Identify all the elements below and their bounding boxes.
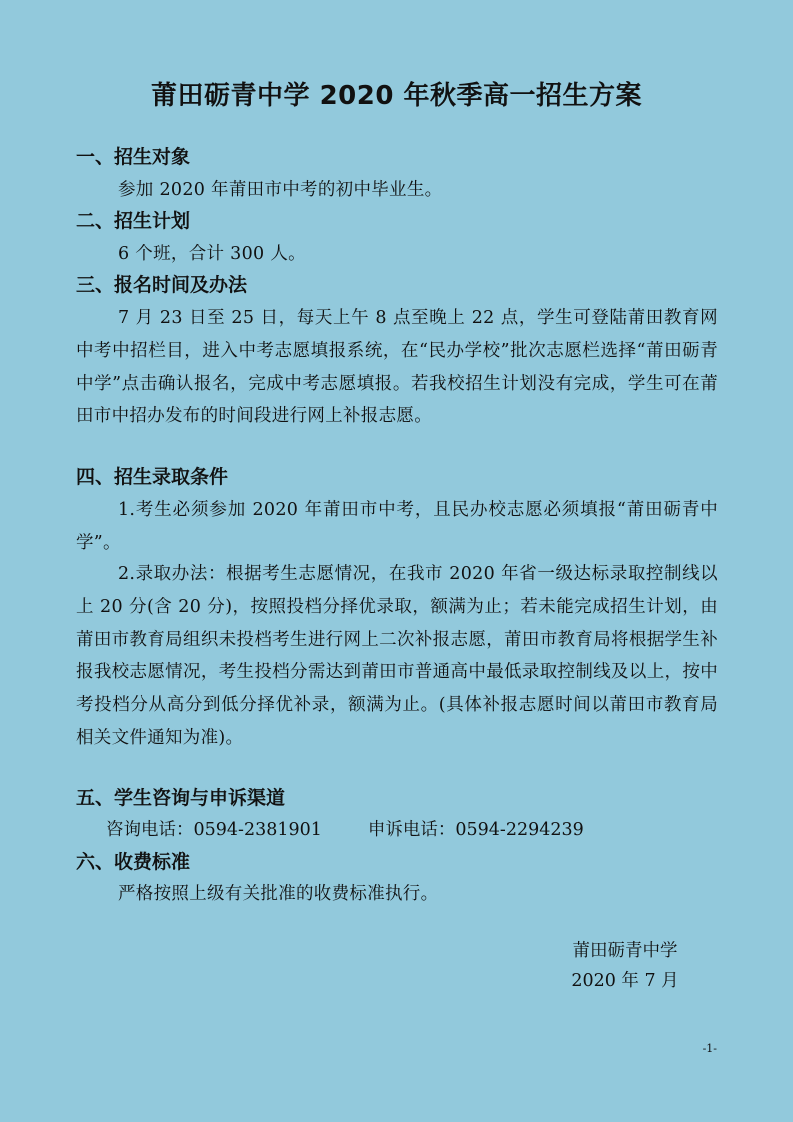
section-heading-target: 一、招生对象 bbox=[76, 146, 191, 168]
appeal-phone: 申诉电话：0594-2294239 bbox=[367, 820, 584, 840]
section-paragraph-plan: 6 个班，合计 300 人。 bbox=[118, 244, 306, 264]
section-paragraph-admission-2: 2.录取办法：根据考生志愿情况，在我市 2020 年省一级达标录取控制线以上 20 分(含 20 分)，按照投档分择优录取，额满为止；若未能完成招生计划，由莆田市教育局组织未投档考生进行网上二次补报志愿，莆田市教育局将根据学生补报我校志愿情况，考生投档分需达到莆田市普通高中最低录取控制线及以上，按中考投档分从高分到低分择优补录，额满为止。(具体补报志愿时间以莆田市教育局相关文件通知为准)。 bbox=[76, 564, 718, 748]
section-paragraph-registration: 7 月 23 日至 25 日，每天上午 8 点至晚上 22 点，学生可登陆莆田教育网中考中招栏目，进入中考志愿填报系统，在“民办学校”批次志愿栏选择“莆田砺青中学”点击确认报名，完成中考志愿填报。若我校招生计划没有完成，学生可在莆田市中招办发布的时间段进行网上补报志愿。 bbox=[76, 308, 718, 427]
section-heading-registration: 三、报名时间及办法 bbox=[76, 274, 248, 296]
page-number: -1- bbox=[702, 1042, 717, 1055]
contact-line bbox=[106, 815, 584, 845]
section-paragraph-admission-1: 1.考生必须参加 2020 年莆田市中考，且民办校志愿必须填报“莆田砺青中学”。 bbox=[76, 500, 718, 553]
section-heading-contact: 五、学生咨询与申诉渠道 bbox=[76, 787, 286, 809]
document-title: 莆田砺青中学 2020 年秋季高一招生方案 bbox=[151, 81, 642, 111]
signature-org: 莆田砺青中学 bbox=[572, 941, 678, 961]
section-paragraph-target: 参加 2020 年莆田市中考的初中毕业生。 bbox=[118, 180, 443, 200]
consult-phone: 咨询电话：0594-2381901 bbox=[106, 820, 322, 840]
section-heading-plan: 二、招生计划 bbox=[76, 210, 191, 232]
section-paragraph-fees: 严格按照上级有关批准的收费标准执行。 bbox=[118, 884, 439, 904]
section-heading-admission: 四、招生录取条件 bbox=[76, 466, 229, 488]
section-heading-fees: 六、收费标准 bbox=[76, 851, 191, 873]
signature-date: 2020 年 7 月 bbox=[571, 971, 679, 991]
